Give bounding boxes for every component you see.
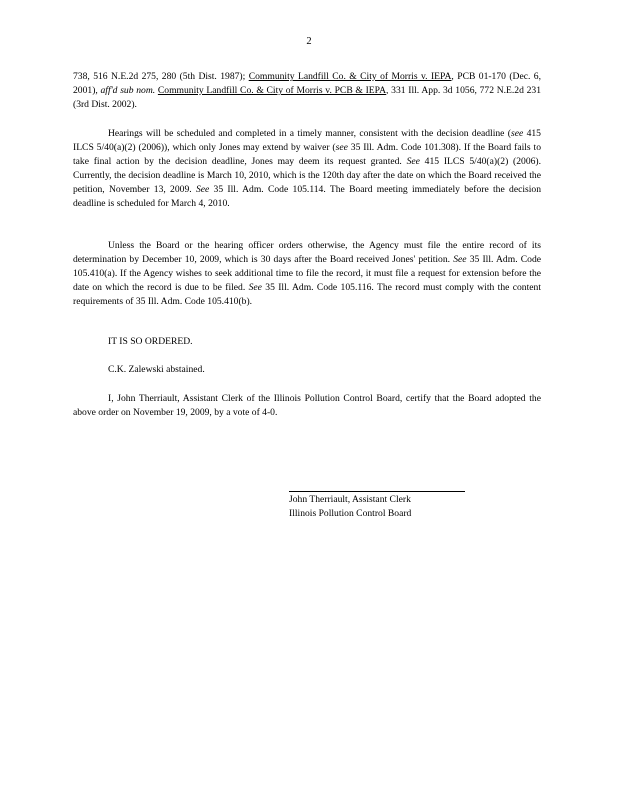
case-name-1: Community Landfill Co. & City of Morris v. IEPA [248,71,452,82]
certification-paragraph: I, John Therriault, Assistant Clerk of the Illinois Pollution Control Board, certify that the Board adopted the above order on November 19, 2009, by a vote of 4-0. [73,393,541,418]
see-signal: See [453,254,467,265]
paragraph-text: 35 Ill. Adm. Code 101.308). If the Board fails to take final action by the decision deadline, Jones may deem its request granted. [73,142,542,167]
citation-paragraph [73,70,541,112]
paragraph-text: 35 Ill. Adm. Code 105.114. The Board meeting immediately before the decision deadline is scheduled for March 4, 2010. [73,184,541,209]
page-number: 2 [306,36,312,47]
see-signal: See [248,282,262,293]
citation-text: 738, 516 N.E.2d 275, 280 (5th Dist. 1987); [73,71,249,82]
ordered-line: IT IS SO ORDERED. [108,336,193,347]
record-paragraph [73,239,541,309]
hearings-paragraph [73,127,541,211]
abstained-line: C.K. Zalewski abstained. [108,364,205,375]
citation-text: , 331 Ill. App. 3d 1056, 772 N.E.2d 231 (3rd Dist. 2002). [73,85,541,110]
signature-organization: Illinois Pollution Control Board [289,508,412,519]
paragraph-text: Hearings will be scheduled and completed in a timely manner, consistent with the decision deadline ( [108,128,511,139]
paragraph-text: Unless the Board or the hearing officer orders otherwise, the Agency must file the entire record of its determination by December 10, 2009, which is 30 days after the Board received Jones' petition. [73,240,541,265]
see-signal: see [510,128,524,139]
paragraph-text: 415 ILCS 5/40(a)(2) (2006)), which only Jones may extend by waiver ( [73,128,541,153]
paragraph-text: 35 Ill. Adm. Code 105.116. The record must comply with the content requirements of 35 Ill. Adm. Code 105.410(b). [73,282,541,307]
paragraph-text: 35 Ill. Adm. Code 105.410(a). If the Agency wishes to seek additional time to file the record, it must file a request for extension before the date on which the record is due to be filed. [73,254,541,293]
see-signal: See [195,184,210,195]
paragraph-text: 415 ILCS 5/40(a)(2) (2006). Currently, the decision deadline is March 10, 2010, which is the 120th day after the date on which the Board received the petition, November 13, 2009. [73,156,542,195]
signature-line [289,491,465,492]
see-signal: See [406,156,420,167]
signature-name: John Therriault, Assistant Clerk [289,494,411,505]
citation-text: , PCB 01-170 (Dec. 6, 2001), [73,71,541,96]
affd-signal: aff'd sub nom. [100,85,156,96]
see-signal: see [335,142,348,153]
case-name-2: Community Landfill Co. & City of Morris v. PCB & IEPA [157,85,387,96]
